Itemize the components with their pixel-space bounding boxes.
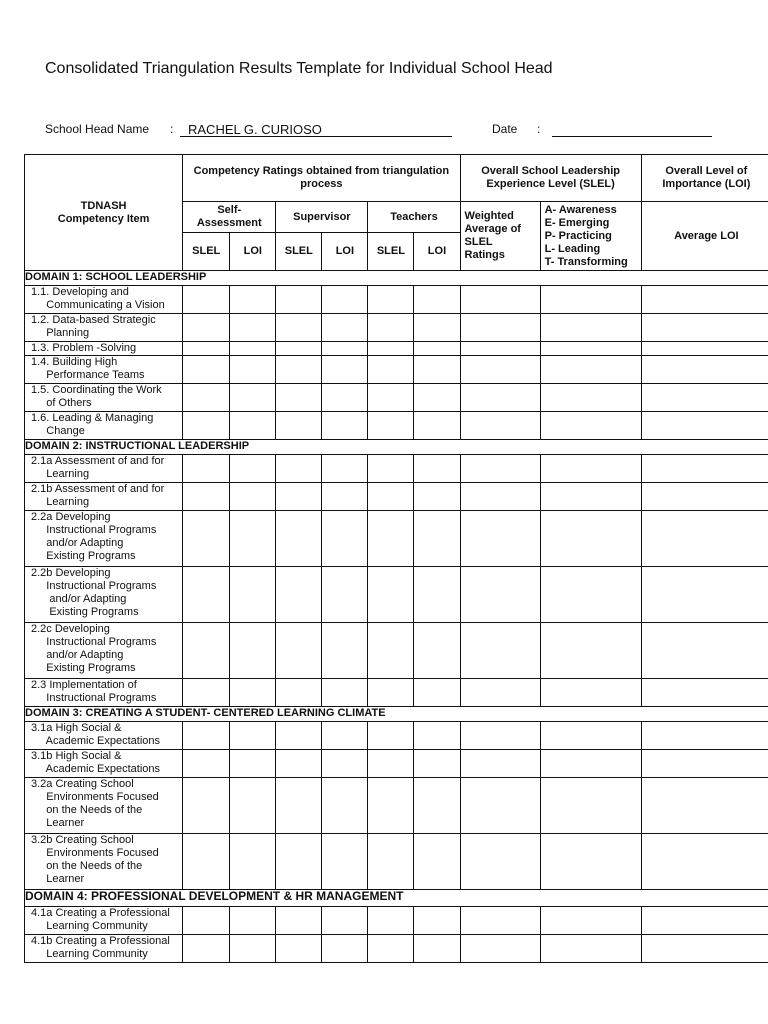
- teachers-slel-header: SLEL: [368, 233, 414, 271]
- table-row: [25, 384, 768, 412]
- competency-item-line: of Others: [31, 397, 92, 409]
- competency-item: [25, 342, 183, 356]
- competency-item-line: 4.1b Creating a Professional: [31, 935, 170, 947]
- rating-cell[interactable]: [414, 511, 460, 567]
- rating-cell[interactable]: [183, 314, 230, 342]
- teachers-header: Teachers: [368, 202, 460, 233]
- rating-cell[interactable]: [641, 314, 768, 342]
- rating-cell[interactable]: [322, 778, 368, 834]
- competency-item-line: Instructional Programs: [31, 580, 157, 592]
- rating-cell[interactable]: [183, 935, 230, 963]
- table-row: [25, 778, 768, 834]
- competency-item-line: Communicating a Vision: [31, 299, 165, 311]
- competency-item-line: on the Needs of the: [31, 860, 143, 872]
- rating-cell[interactable]: [183, 679, 230, 707]
- competency-item: [25, 907, 183, 935]
- rating-cell[interactable]: [230, 834, 276, 890]
- rating-cell[interactable]: [460, 356, 540, 384]
- competency-item-line: Environments Focused: [31, 791, 159, 803]
- rating-cell[interactable]: [183, 356, 230, 384]
- rating-cell[interactable]: [460, 567, 540, 623]
- rating-cell[interactable]: [368, 623, 414, 679]
- table-row: [25, 907, 768, 935]
- competency-item-line: Change: [31, 425, 85, 437]
- rating-cell[interactable]: [183, 567, 230, 623]
- competency-item: [25, 412, 183, 440]
- rating-cell[interactable]: [460, 511, 540, 567]
- rating-cell[interactable]: [641, 483, 768, 511]
- rating-cell[interactable]: [414, 750, 460, 778]
- competency-item-line: Instructional Programs: [31, 692, 157, 704]
- rating-cell[interactable]: [414, 935, 460, 963]
- rating-cell[interactable]: [368, 511, 414, 567]
- rating-cell[interactable]: [460, 455, 540, 483]
- competency-item-line: 1.3. Problem -Solving: [31, 342, 137, 354]
- rating-cell[interactable]: [230, 907, 276, 935]
- competency-item-header: TDNASH Competency Item: [25, 155, 183, 271]
- date-label: Date: [492, 122, 518, 136]
- date-separator: :: [537, 122, 541, 136]
- rating-cell[interactable]: [368, 935, 414, 963]
- rating-cell[interactable]: [540, 455, 641, 483]
- rating-cell[interactable]: [414, 722, 460, 750]
- table-row: [25, 342, 768, 356]
- competency-item-line: 1.2. Data-based Strategic: [31, 314, 156, 326]
- slel-overall-header: Overall School Leadership Experience Level (SLEL): [460, 155, 641, 202]
- table-row: [25, 286, 768, 314]
- rating-cell[interactable]: [414, 314, 460, 342]
- rating-cell[interactable]: [641, 623, 768, 679]
- rating-cell[interactable]: [460, 342, 540, 356]
- rating-cell[interactable]: [276, 907, 322, 935]
- domain-row: [25, 707, 768, 722]
- rating-cell[interactable]: [276, 567, 322, 623]
- rating-cell[interactable]: [414, 679, 460, 707]
- teachers-loi-header: LOI: [414, 233, 460, 271]
- supervisor-slel-header: SLEL: [276, 233, 322, 271]
- rating-cell[interactable]: [641, 286, 768, 314]
- rating-cell[interactable]: [368, 483, 414, 511]
- rating-cell[interactable]: [183, 750, 230, 778]
- competency-item-line: 1.1. Developing and: [31, 286, 129, 298]
- rating-cell[interactable]: [641, 511, 768, 567]
- rating-cell[interactable]: [230, 750, 276, 778]
- rating-cell[interactable]: [540, 356, 641, 384]
- competency-item-line: 2.2c Developing: [31, 623, 110, 635]
- competency-item-line: Learning Community: [31, 948, 148, 960]
- rating-cell[interactable]: [641, 412, 768, 440]
- rating-cell[interactable]: [276, 455, 322, 483]
- rating-cell[interactable]: [641, 679, 768, 707]
- rating-cell[interactable]: [540, 412, 641, 440]
- rating-cell[interactable]: [322, 567, 368, 623]
- rating-cell[interactable]: [322, 722, 368, 750]
- name-separator: :: [170, 122, 174, 136]
- rating-cell[interactable]: [183, 907, 230, 935]
- rating-cell[interactable]: [276, 511, 322, 567]
- competency-item-line: and/or Adapting: [31, 593, 127, 605]
- rating-cell[interactable]: [322, 907, 368, 935]
- rating-cell[interactable]: [368, 356, 414, 384]
- weighted-average-header: Weighted Average of SLEL Ratings: [460, 202, 540, 271]
- rating-cell[interactable]: [540, 511, 641, 567]
- rating-cell[interactable]: [460, 483, 540, 511]
- rating-cell[interactable]: [322, 384, 368, 412]
- rating-cell[interactable]: [540, 750, 641, 778]
- rating-cell[interactable]: [230, 511, 276, 567]
- rating-cell[interactable]: [183, 455, 230, 483]
- rating-cell[interactable]: [641, 907, 768, 935]
- rating-cell[interactable]: [414, 412, 460, 440]
- rating-cell[interactable]: [322, 834, 368, 890]
- rating-cell[interactable]: [414, 907, 460, 935]
- rating-cell[interactable]: [276, 623, 322, 679]
- rating-cell[interactable]: [183, 483, 230, 511]
- rating-cell[interactable]: [183, 511, 230, 567]
- rating-cell[interactable]: [230, 935, 276, 963]
- rating-cell[interactable]: [414, 455, 460, 483]
- rating-cell[interactable]: [276, 356, 322, 384]
- rating-cell[interactable]: [276, 314, 322, 342]
- competency-item-line: 2.1a Assessment of and for: [31, 455, 165, 467]
- competency-item: [25, 778, 183, 834]
- competency-item: [25, 483, 183, 511]
- table-row: [25, 356, 768, 384]
- competency-item-line: Existing Programs: [31, 662, 136, 674]
- rating-cell[interactable]: [276, 834, 322, 890]
- competency-item-line: Instructional Programs: [31, 524, 157, 536]
- rating-cell[interactable]: [276, 679, 322, 707]
- rating-cell[interactable]: [230, 342, 276, 356]
- rating-cell[interactable]: [414, 356, 460, 384]
- rating-cell[interactable]: [230, 567, 276, 623]
- rating-cell[interactable]: [460, 384, 540, 412]
- rating-cell[interactable]: [230, 778, 276, 834]
- rating-cell[interactable]: [183, 286, 230, 314]
- domain-row: [25, 890, 768, 907]
- rating-cell[interactable]: [322, 483, 368, 511]
- rating-cell[interactable]: [368, 722, 414, 750]
- rating-cell[interactable]: [540, 722, 641, 750]
- competency-item-line: 3.1b High Social &: [31, 750, 122, 762]
- competency-item: [25, 722, 183, 750]
- table-row: [25, 511, 768, 567]
- rating-cell[interactable]: [460, 623, 540, 679]
- header-row-1: [25, 155, 768, 202]
- rating-cell[interactable]: [641, 722, 768, 750]
- table-row: [25, 935, 768, 963]
- competency-item: [25, 286, 183, 314]
- rating-cell[interactable]: [183, 778, 230, 834]
- rating-cell[interactable]: [414, 623, 460, 679]
- rating-cell[interactable]: [230, 455, 276, 483]
- document-title: Consolidated Triangulation Results Template for Individual School Head: [45, 60, 553, 77]
- supervisor-loi-header: LOI: [322, 233, 368, 271]
- school-head-name-value: RACHEL G. CURIOSO: [188, 122, 322, 137]
- rating-cell[interactable]: [322, 679, 368, 707]
- rating-cell[interactable]: [460, 314, 540, 342]
- rating-cell[interactable]: [322, 750, 368, 778]
- rating-cell[interactable]: [540, 567, 641, 623]
- competency-item: [25, 511, 183, 567]
- rating-cell[interactable]: [322, 935, 368, 963]
- rating-cell[interactable]: [368, 750, 414, 778]
- rating-cell[interactable]: [368, 834, 414, 890]
- rating-cell[interactable]: [368, 412, 414, 440]
- rating-cell[interactable]: [414, 384, 460, 412]
- rating-cell[interactable]: [322, 286, 368, 314]
- rating-cell[interactable]: [276, 342, 322, 356]
- competency-item-line: Learner: [31, 873, 85, 885]
- slel-legend: A- Awareness E- Emerging P- Practicing L- Leading T- Transforming: [540, 202, 641, 271]
- rating-cell[interactable]: [183, 623, 230, 679]
- rating-cell[interactable]: [230, 679, 276, 707]
- rating-cell[interactable]: [368, 567, 414, 623]
- table-row: [25, 679, 768, 707]
- competency-item-line: 3.2a Creating School: [31, 778, 134, 790]
- rating-cell[interactable]: [322, 623, 368, 679]
- rating-cell[interactable]: [414, 286, 460, 314]
- rating-cell[interactable]: [230, 314, 276, 342]
- competency-item-line: Academic Expectations: [31, 735, 161, 747]
- school-head-name-label: School Head Name: [45, 122, 150, 136]
- rating-cell[interactable]: [641, 567, 768, 623]
- average-loi-header: Average LOI: [641, 202, 768, 271]
- rating-cell[interactable]: [460, 778, 540, 834]
- rating-cell[interactable]: [183, 834, 230, 890]
- rating-cell[interactable]: [540, 342, 641, 356]
- rating-cell[interactable]: [322, 356, 368, 384]
- rating-cell[interactable]: [368, 314, 414, 342]
- competency-item: [25, 455, 183, 483]
- table-row: [25, 623, 768, 679]
- domain-title: DOMAIN 1: SCHOOL LEADERSHIP: [25, 271, 768, 286]
- table-row: [25, 722, 768, 750]
- table-row: [25, 750, 768, 778]
- competency-item-line: Environments Focused: [31, 847, 159, 859]
- competency-item: [25, 567, 183, 623]
- competency-item-line: Instructional Programs: [31, 636, 157, 648]
- domain-row: [25, 440, 768, 455]
- rating-cell[interactable]: [368, 455, 414, 483]
- rating-cell[interactable]: [540, 286, 641, 314]
- rating-cell[interactable]: [414, 778, 460, 834]
- rating-cell[interactable]: [540, 483, 641, 511]
- self-assessment-header: Self- Assessment: [183, 202, 276, 233]
- rating-cell[interactable]: [276, 722, 322, 750]
- rating-cell[interactable]: [276, 778, 322, 834]
- rating-cell[interactable]: [540, 778, 641, 834]
- rating-cell[interactable]: [322, 455, 368, 483]
- competency-item-line: 3.2b Creating School: [31, 834, 134, 846]
- rating-cell[interactable]: [641, 935, 768, 963]
- supervisor-header: Supervisor: [276, 202, 368, 233]
- competency-item: [25, 935, 183, 963]
- rating-cell[interactable]: [322, 314, 368, 342]
- self-loi-header: LOI: [230, 233, 276, 271]
- competency-item-line: on the Needs of the: [31, 804, 143, 816]
- rating-cell[interactable]: [460, 907, 540, 935]
- rating-cell[interactable]: [540, 314, 641, 342]
- rating-cell[interactable]: [183, 412, 230, 440]
- rating-cell[interactable]: [276, 412, 322, 440]
- rating-cell[interactable]: [183, 384, 230, 412]
- competency-item-line: Planning: [31, 327, 90, 339]
- competency-item: [25, 384, 183, 412]
- rating-cell[interactable]: [414, 483, 460, 511]
- rating-cell[interactable]: [460, 412, 540, 440]
- rating-cell[interactable]: [641, 455, 768, 483]
- domain-title: DOMAIN 4: PROFESSIONAL DEVELOPMENT & HR MANAGEMENT: [25, 890, 768, 907]
- table-row: [25, 483, 768, 511]
- competency-item: [25, 623, 183, 679]
- rating-cell[interactable]: [540, 384, 641, 412]
- rating-cell[interactable]: [641, 342, 768, 356]
- rating-cell[interactable]: [414, 834, 460, 890]
- competency-item-line: Learning: [31, 496, 90, 508]
- rating-cell[interactable]: [460, 935, 540, 963]
- rating-cell[interactable]: [230, 623, 276, 679]
- rating-cell[interactable]: [276, 935, 322, 963]
- rating-cell[interactable]: [276, 750, 322, 778]
- rating-cell[interactable]: [322, 412, 368, 440]
- competency-item-line: 2.2a Developing: [31, 511, 111, 523]
- rating-cell[interactable]: [641, 356, 768, 384]
- competency-item-line: and/or Adapting: [31, 537, 124, 549]
- rating-cell[interactable]: [230, 286, 276, 314]
- rating-cell[interactable]: [460, 679, 540, 707]
- rating-cell[interactable]: [276, 286, 322, 314]
- competency-item-line: 2.3 Implementation of: [31, 679, 137, 691]
- competency-item: [25, 834, 183, 890]
- competency-item-line: Existing Programs: [31, 550, 136, 562]
- rating-cell[interactable]: [322, 511, 368, 567]
- rating-cell[interactable]: [368, 342, 414, 356]
- loi-overall-header: Overall Level of Importance (LOI): [641, 155, 768, 202]
- competency-item-line: and/or Adapting: [31, 649, 124, 661]
- rating-cell[interactable]: [368, 907, 414, 935]
- competency-item-line: 4.1a Creating a Professional: [31, 907, 170, 919]
- rating-cell[interactable]: [540, 907, 641, 935]
- self-slel-header: SLEL: [183, 233, 230, 271]
- rating-cell[interactable]: [322, 342, 368, 356]
- rating-cell[interactable]: [368, 286, 414, 314]
- competency-item-line: 3.1a High Social &: [31, 722, 122, 734]
- rating-cell[interactable]: [460, 722, 540, 750]
- rating-cell[interactable]: [276, 483, 322, 511]
- rating-cell[interactable]: [230, 483, 276, 511]
- rating-cell[interactable]: [368, 679, 414, 707]
- rating-cell[interactable]: [540, 935, 641, 963]
- competency-item-line: Learning Community: [31, 920, 148, 932]
- competency-item-line: 2.2b Developing: [31, 567, 111, 579]
- rating-cell[interactable]: [540, 679, 641, 707]
- rating-cell[interactable]: [414, 567, 460, 623]
- table-row: [25, 412, 768, 440]
- rating-cell[interactable]: [641, 778, 768, 834]
- competency-item-line: Performance Teams: [31, 369, 145, 381]
- domain-row: [25, 271, 768, 286]
- rating-cell[interactable]: [230, 356, 276, 384]
- competency-item-line: 2.1b Assessment of and for: [31, 483, 165, 495]
- rating-cell[interactable]: [183, 342, 230, 356]
- competency-item-line: 1.4. Building High: [31, 356, 118, 368]
- rating-cell[interactable]: [183, 722, 230, 750]
- competency-item-line: Existing Programs: [31, 606, 139, 618]
- competency-item-line: 1.6. Leading & Managing: [31, 412, 154, 424]
- table-row: [25, 314, 768, 342]
- rating-cell[interactable]: [641, 384, 768, 412]
- date-field[interactable]: [552, 120, 712, 137]
- rating-cell[interactable]: [460, 834, 540, 890]
- competency-item: [25, 750, 183, 778]
- table-row: [25, 567, 768, 623]
- rating-cell[interactable]: [540, 623, 641, 679]
- rating-cell[interactable]: [368, 778, 414, 834]
- school-head-name-field[interactable]: [180, 120, 452, 137]
- rating-cell[interactable]: [641, 750, 768, 778]
- competency-item-line: Academic Expectations: [31, 763, 161, 775]
- table-row: [25, 834, 768, 890]
- triangulation-table: [24, 154, 768, 963]
- rating-cell[interactable]: [414, 342, 460, 356]
- domain-title: DOMAIN 2: INSTRUCTIONAL LEADERSHIP: [25, 440, 768, 455]
- rating-cell[interactable]: [540, 834, 641, 890]
- rating-cell[interactable]: [276, 384, 322, 412]
- competency-item: [25, 356, 183, 384]
- rating-cell[interactable]: [368, 384, 414, 412]
- rating-cell[interactable]: [230, 412, 276, 440]
- rating-cell[interactable]: [230, 722, 276, 750]
- rating-cell[interactable]: [230, 384, 276, 412]
- competency-item: [25, 679, 183, 707]
- table-row: [25, 455, 768, 483]
- competency-item-line: 1.5. Coordinating the Work: [31, 384, 162, 396]
- domain-title: DOMAIN 3: CREATING A STUDENT- CENTERED LEARNING CLIMATE: [25, 707, 768, 722]
- rating-cell[interactable]: [641, 834, 768, 890]
- competency-item-line: Learning: [31, 468, 90, 480]
- ratings-header: Competency Ratings obtained from triangulation process: [183, 155, 460, 202]
- competency-item-line: Learner: [31, 817, 85, 829]
- competency-item: [25, 314, 183, 342]
- rating-cell[interactable]: [460, 286, 540, 314]
- rating-cell[interactable]: [460, 750, 540, 778]
